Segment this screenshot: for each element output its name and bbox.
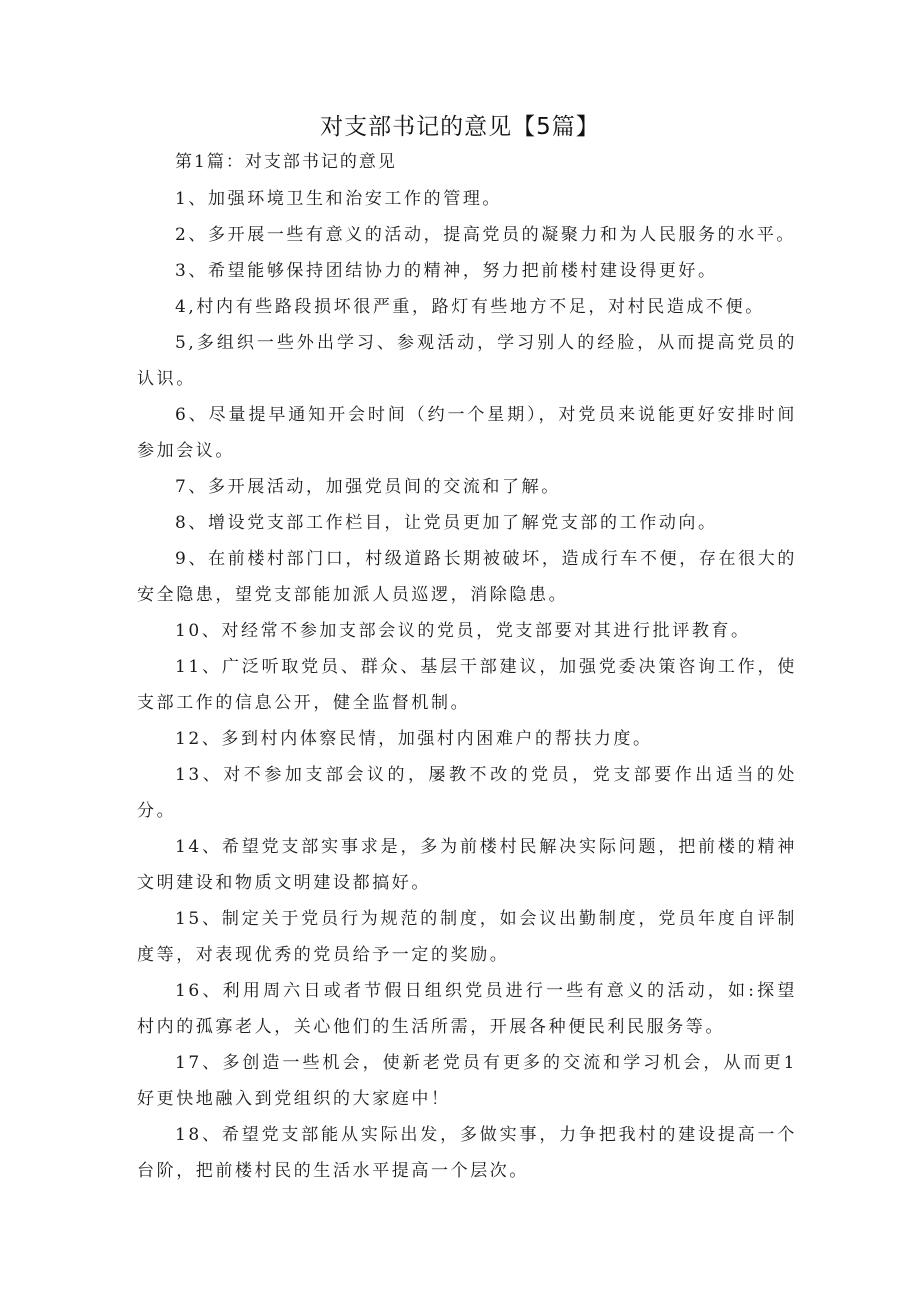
paragraph-11: 11、广泛听取党员、群众、基层干部建议，加强党委决策咨询工作，使支部工作的信息公开，健全监督机制。 [137, 657, 797, 713]
paragraph-1: 1、加强环境卫生和治安工作的管理。 [175, 189, 503, 209]
paragraph-16: 16、利用周六日或者节假日组织党员进行一些有意义的活动，如:探望村内的孤寡老人，关心他们的生活所需，开展各种便民利民服务等。 [137, 981, 797, 1037]
paragraph-5: 5,多组织一些外出学习、参观活动，学习别人的经脸，从而提高党员的认识。 [137, 333, 797, 389]
section-heading: 第1篇：对支部书记的意见 [175, 152, 397, 172]
paragraph-8: 8、增设党支部工作栏目，让党员更加了解党支部的工作动向。 [175, 513, 718, 533]
paragraph-15: 15、制定关于党员行为规范的制度，如会议出勤制度，党员年度自评制度等，对表现优秀的党员给予一定的奖励。 [137, 909, 797, 965]
paragraph-18: 18、希望党支部能从实际出发，多做实事，力争把我村的建设提高一个台阶，把前楼村民的生活水平提高一个层次。 [137, 1125, 797, 1181]
paragraph-7: 7、多开展活动，加强党员间的交流和了解。 [175, 477, 561, 497]
paragraph-2: 2、多开展一些有意义的活动，提高党员的凝聚力和为人民服务的水平。 [175, 225, 797, 245]
paragraph-13: 13、对不参加支部会议的，屡教不改的党员，党支部要作出适当的处分。 [137, 765, 797, 821]
paragraph-6: 6、尽量提早通知开会时间（约一个星期），对党员来说能更好安排时间参加会议。 [137, 405, 797, 461]
paragraph-9: 9、在前楼村部门口，村级道路长期被破坏，造成行车不便，存在很大的安全隐患，望党支部能加派人员巡逻，消除隐患。 [137, 549, 797, 605]
paragraph-12: 12、多到村内体察民情，加强村内困难户的帮扶力度。 [175, 729, 653, 749]
document-body [137, 181, 797, 1189]
paragraph-3: 3、希望能够保持团结协力的精神，努力把前楼村建设得更好。 [175, 261, 718, 281]
document-title: 对支部书记的意见【5篇】 [320, 114, 600, 140]
paragraph-14: 14、希望党支部实事求是，多为前楼村民解决实际问题，把前楼的精神文明建设和物质文明建设都搞好。 [137, 837, 797, 893]
paragraph-4: 4,村内有些路段损坏很严重，路灯有些地方不足，对村民造成不便。 [175, 297, 765, 317]
paragraph-10: 10、对经常不参加支部会议的党员，党支部要对其进行批评教育。 [175, 621, 751, 641]
paragraph-17: 17、多创造一些机会，使新老党员有更多的交流和学习机会，从而更1好更快地融入到党组织的大家庭中！ [137, 1053, 797, 1109]
